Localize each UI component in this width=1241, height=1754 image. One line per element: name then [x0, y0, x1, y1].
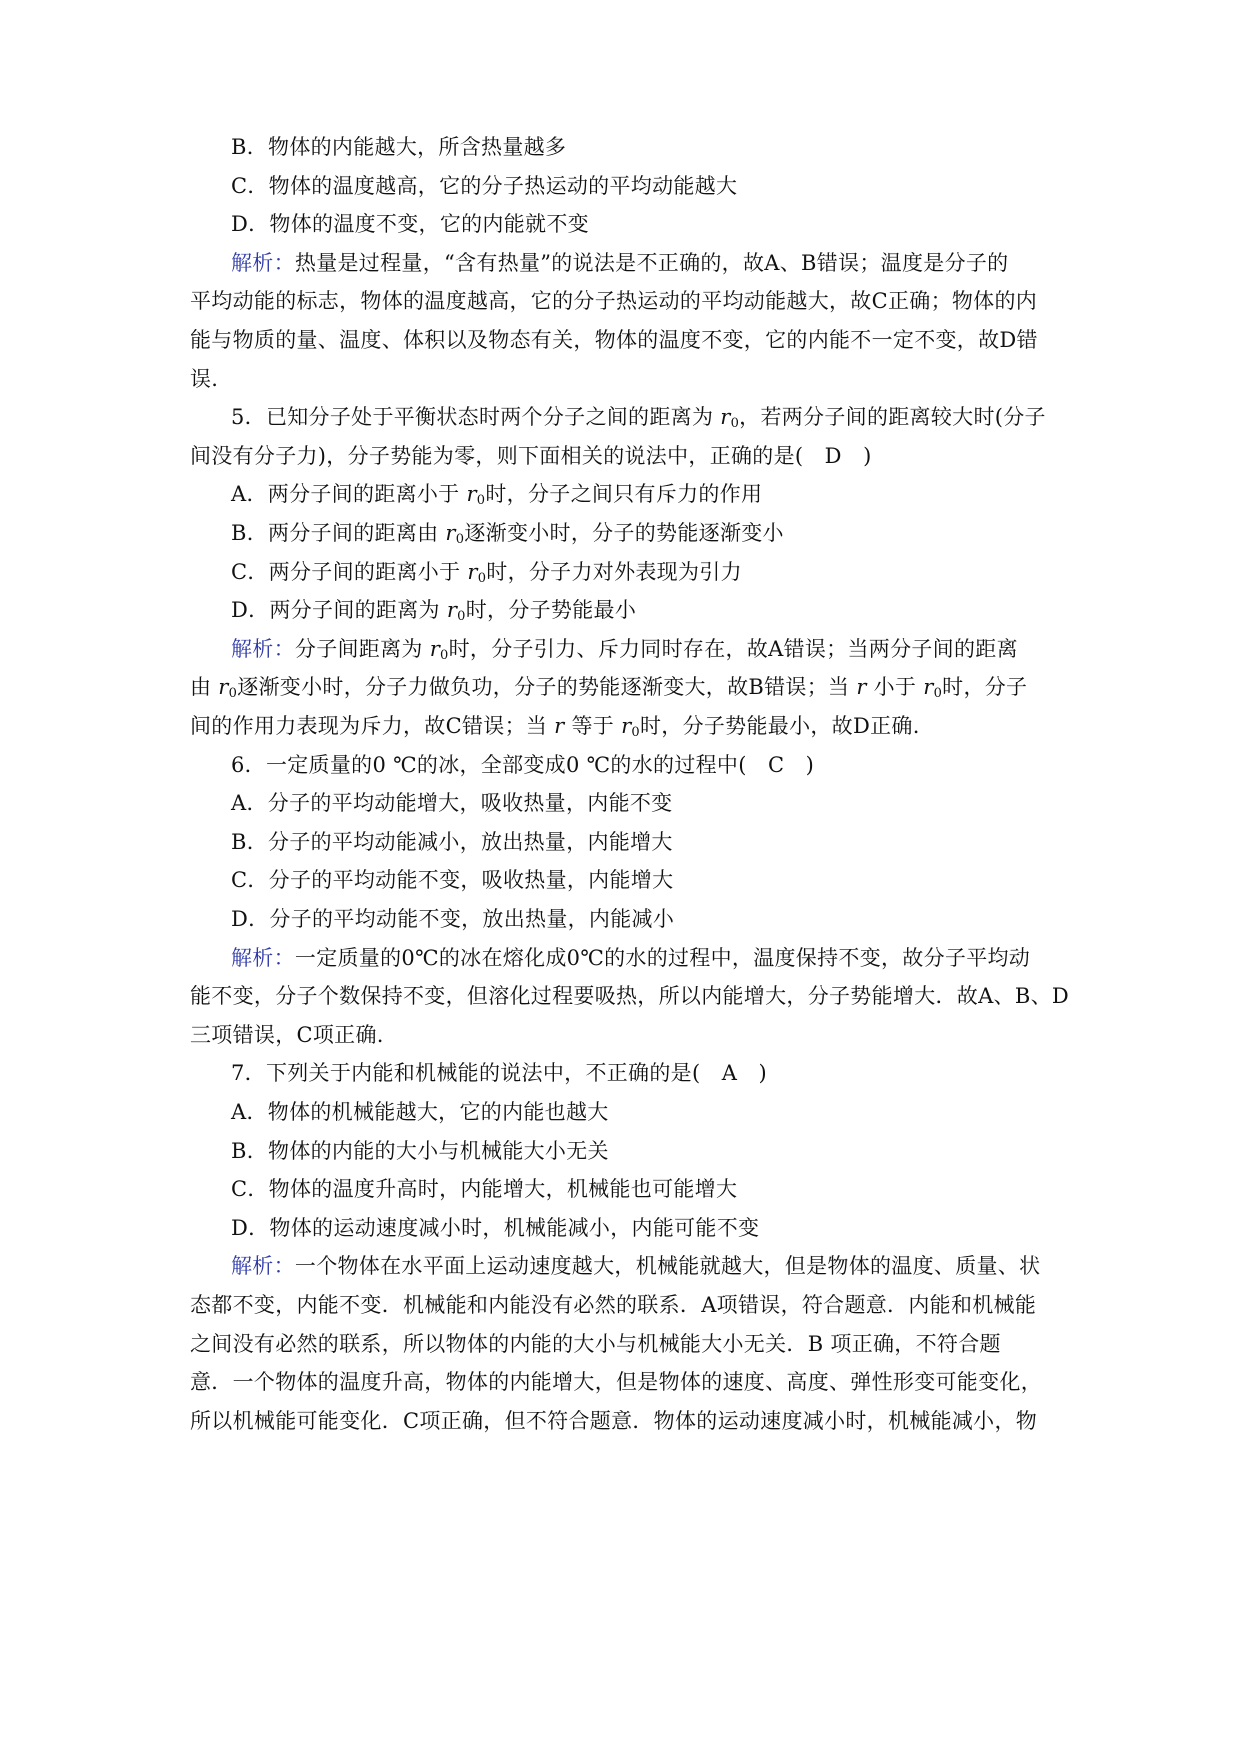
text-line	[190, 982, 1069, 1010]
analysis-label: 解析：	[231, 637, 295, 661]
line-text: 由 $r_0$逐渐变小时，分子力做负功，分子的势能逐渐变大，故B错误；当 r 小于 $r_0$时，分子	[190, 675, 1028, 701]
line-text: C．两分子间的距离小于 $r_0$时，分子力对外表现为引力	[231, 560, 742, 586]
line-text: 热量是过程量，“含有热量”的说法是不正确的，故A、B错误；温度是分子的	[294, 251, 1009, 275]
text-line	[190, 326, 1038, 354]
line-text: 平均动能的标志，物体的温度越高，它的分子热运动的平均动能越大，故C正确；物体的内	[190, 289, 1038, 313]
line-text: A．两分子间的距离小于 $r_0$时，分子之间只有斥力的作用	[231, 482, 763, 508]
option-line	[231, 1098, 609, 1126]
line-text: 7．下列关于内能和机械能的说法中，不正确的是( A )	[231, 1061, 768, 1085]
option-line	[231, 519, 784, 547]
line-text: 分子间距离为 $r_0$时，分子引力、斥力同时存在，故A错误；当两分子间的距离	[294, 637, 1018, 663]
text-line	[190, 1021, 384, 1049]
analysis-line	[231, 635, 1018, 663]
text-line	[190, 1330, 1001, 1358]
line-text: B．分子的平均动能减小，放出热量，内能增大	[231, 830, 673, 854]
option-line	[231, 596, 636, 624]
line-text: 6．一定质量的0 ℃的冰，全部变成0 ℃的水的过程中( C )	[231, 753, 815, 777]
text-line	[231, 1059, 767, 1087]
analysis-line	[231, 1252, 1040, 1280]
line-text: B．物体的内能的大小与机械能大小无关	[231, 1139, 609, 1163]
line-text: 一定质量的0℃的冰在熔化成0℃的水的过程中，温度保持不变，故分子平均动	[294, 946, 1031, 970]
line-text: 态都不变，内能不变．机械能和内能没有必然的联系．A项错误，符合题意．内能和机械能	[190, 1293, 1037, 1317]
analysis-line	[231, 249, 1008, 277]
analysis-label: 解析：	[231, 946, 295, 970]
line-text: D．分子的平均动能不变，放出热量，内能减小	[231, 907, 675, 931]
line-text: 5．已知分子处于平衡状态时两个分子之间的距离为 $r_0$，若两分子间的距离较大时(分子	[231, 405, 1046, 431]
option-line	[231, 210, 589, 238]
line-text: 意．一个物体的温度升高，物体的内能增大，但是物体的速度、高度、弹性形变可能变化，	[190, 1370, 1042, 1394]
text-line	[231, 403, 1046, 431]
option-line	[231, 789, 672, 817]
line-text: 一个物体在水平面上运动速度越大，机械能就越大，但是物体的温度、质量、状	[294, 1254, 1041, 1278]
option-line	[231, 480, 762, 508]
option-line	[231, 1175, 737, 1203]
text-line	[190, 1407, 1037, 1435]
line-text: 误.	[190, 367, 219, 391]
text-line	[190, 365, 218, 393]
text-line	[190, 1368, 1042, 1396]
line-text: 能与物质的量、温度、体积以及物态有关，物体的温度不变，它的内能不一定不变，故D错	[190, 328, 1038, 352]
line-text: D．物体的运动速度减小时，机械能减小，内能可能不变	[231, 1216, 760, 1240]
option-line	[231, 905, 674, 933]
text-line	[190, 712, 920, 740]
analysis-line	[231, 944, 1030, 972]
option-line	[231, 1137, 609, 1165]
line-text: D．两分子间的距离为 $r_0$时，分子势能最小	[231, 598, 637, 624]
line-text: C．分子的平均动能不变，吸收热量，内能增大	[231, 868, 674, 892]
option-line	[231, 866, 673, 894]
text-line	[190, 287, 1037, 315]
line-text: A．分子的平均动能增大，吸收热量，内能不变	[231, 791, 673, 815]
line-text: C．物体的温度越高，它的分子热运动的平均动能越大	[231, 174, 738, 198]
line-text: 所以机械能可能变化．C项正确，但不符合题意．物体的运动速度减小时，机械能减小，物	[190, 1409, 1038, 1433]
line-text: 之间没有必然的联系，所以物体的内能的大小与机械能大小无关．B 项正确，不符合题	[190, 1332, 1001, 1356]
line-text: 能不变，分子个数保持不变，但溶化过程要吸热，所以内能增大，分子势能增大．故A、B、D	[190, 984, 1070, 1008]
line-text: D．物体的温度不变，它的内能就不变	[231, 212, 589, 236]
line-text: C．物体的温度升高时，内能增大，机械能也可能增大	[231, 1177, 738, 1201]
line-text: 三项错误，C项正确.	[190, 1023, 384, 1047]
analysis-label: 解析：	[231, 251, 295, 275]
text-line	[190, 442, 872, 470]
line-text: B．两分子间的距离由 $r_0$逐渐变小时，分子的势能逐渐变小	[231, 521, 784, 547]
text-line	[231, 751, 814, 779]
line-text: A．物体的机械能越大，它的内能也越大	[231, 1100, 609, 1124]
option-line	[231, 828, 673, 856]
option-line	[231, 1214, 759, 1242]
text-line	[190, 1291, 1036, 1319]
option-line	[231, 133, 566, 161]
analysis-label: 解析：	[231, 1254, 295, 1278]
line-text: 间没有分子力)，分子势能为零，则下面相关的说法中，正确的是( D )	[190, 444, 872, 468]
line-text: B．物体的内能越大，所含热量越多	[231, 135, 567, 159]
text-line	[190, 673, 1027, 701]
line-text: 间的作用力表现为斥力，故C错误；当 r 等于 $r_0$时，分子势能最小，故D正确.	[190, 714, 920, 740]
option-line	[231, 172, 737, 200]
option-line	[231, 558, 742, 586]
